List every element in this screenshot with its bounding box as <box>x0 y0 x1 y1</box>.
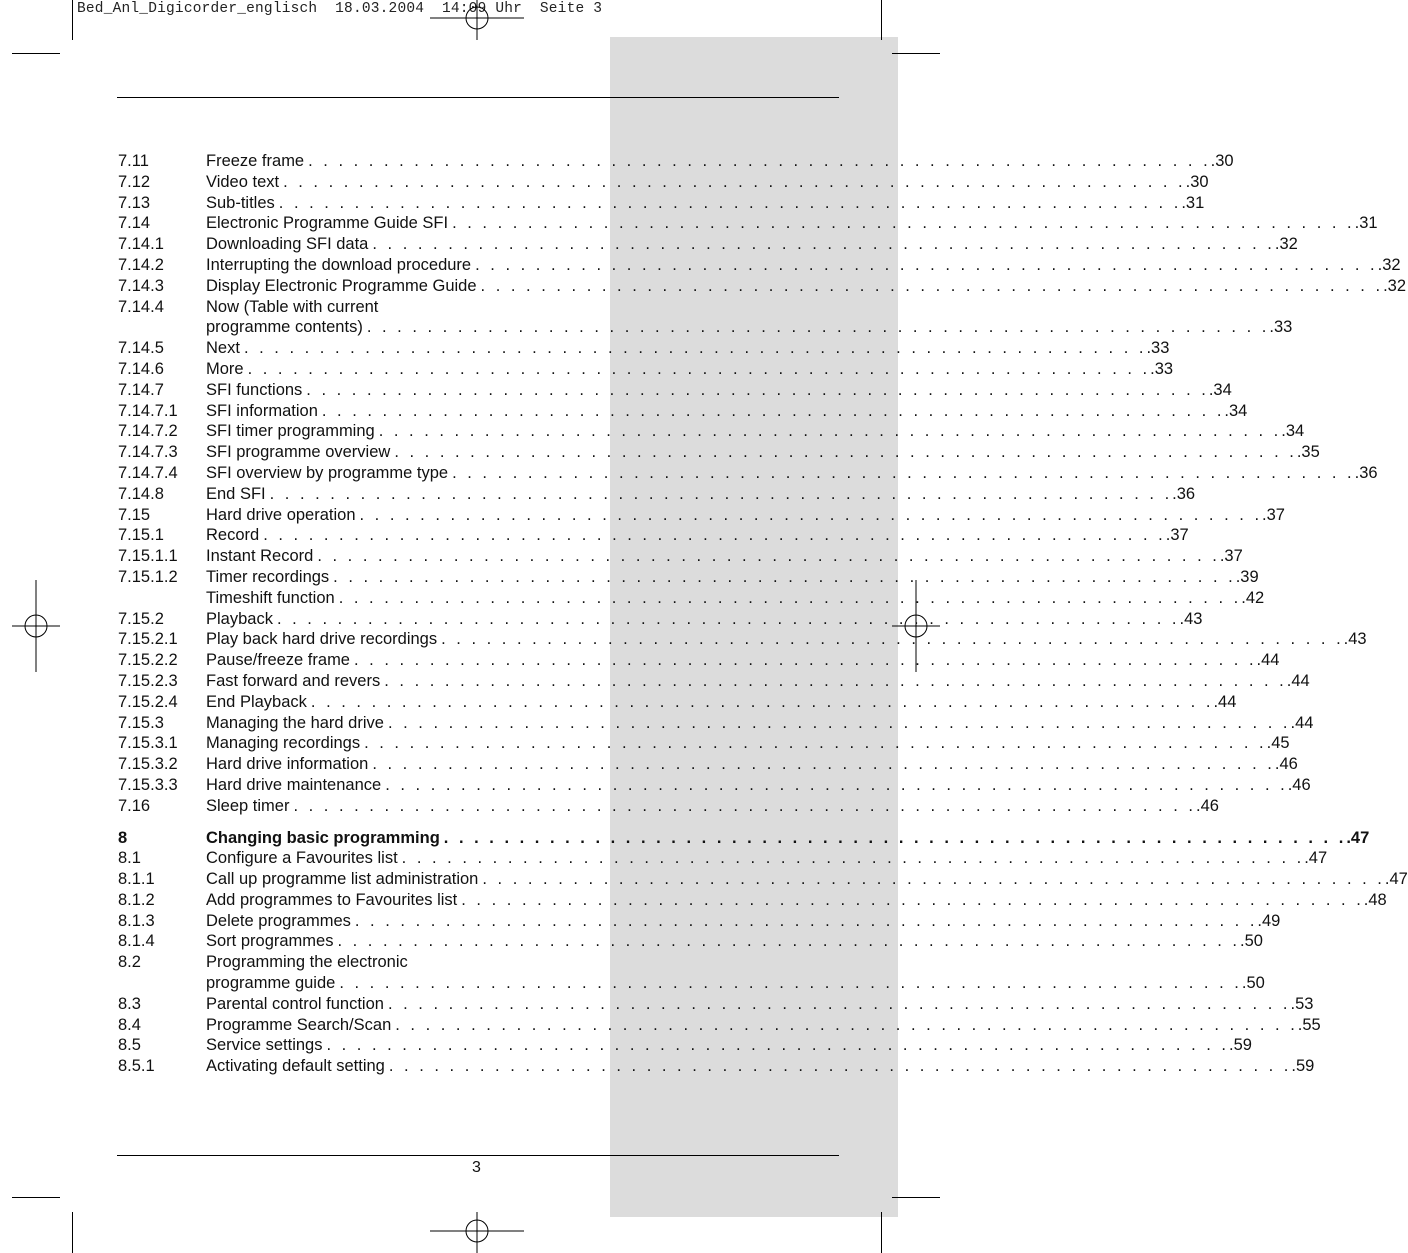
toc-entry-title: Programme Search/Scan <box>206 1015 395 1036</box>
leader-dots: . . . . . . . . . . . . . . . . . . . . . . . . . . . . . . . . . . . . . . . . . . . . . . . . . . . . . . . . . . . . <box>372 755 1275 774</box>
toc-entry-number: 8.1.3 <box>118 911 155 930</box>
toc-entry <box>118 505 1285 526</box>
leader-dots: . . . . . . . . . . . . . . . . . . . . . . . . . . . . . . . . . . . . . . . . . . . . . . . . . . . . . . . . . . . . <box>461 890 1364 909</box>
toc-entry-page: .47 <box>1346 828 1370 847</box>
toc-entry-title: Record <box>206 525 263 546</box>
toc-entry-number: 7.15.1.2 <box>118 567 178 586</box>
toc-entry <box>118 931 1263 952</box>
toc-entry <box>118 255 1401 276</box>
toc-entry <box>118 525 1189 546</box>
toc-entry-page: .32 <box>1274 235 1298 254</box>
leader-dots: . . . . . . . . . . . . . . . . . . . . . . . . . . . . . . . . . . . . . . . . . . . . . . . . . . . . . . . . . . . . <box>293 796 1196 815</box>
toc-entry <box>118 193 1205 214</box>
toc-entry <box>118 234 1298 255</box>
crop-mark <box>12 1197 60 1198</box>
toc-entry-title: Sort programmes <box>206 931 337 952</box>
toc-entry-number: 8.1.4 <box>118 932 155 951</box>
leader-dots: . . . . . . . . . . . . . . . . . . . . . . . . . . . . . . . . . . . . . . . . . . . . . . . . . . . . . . . . . . . . <box>475 255 1378 274</box>
toc-entry-number: 8.1.1 <box>118 870 155 889</box>
toc-entry-title: Fast forward and revers <box>206 671 384 692</box>
toc-entry-number: 7.15.1 <box>118 526 164 545</box>
table-of-contents <box>118 151 1408 1077</box>
toc-entry <box>118 1035 1252 1056</box>
leader-dots: . . . . . . . . . . . . . . . . . . . . . . . . . . . . . . . . . . . . . . . . . . . . . . . . . . . . . . . . . . . . <box>387 994 1291 1013</box>
toc-entry <box>118 297 555 318</box>
leader-dots: . . . . . . . . . . . . . . . . . . . . . . . . . . . . . . . . . . . . . . . . . . . . . . . . . . . . . . . . . . . . <box>441 630 1344 649</box>
toc-entry <box>118 567 1259 588</box>
toc-entry-page: .37 <box>1219 547 1243 566</box>
toc-entry-title: Next <box>206 338 244 359</box>
toc-entry-title: Sleep timer <box>206 796 293 817</box>
toc-entry-title: Parental control function <box>206 994 388 1015</box>
toc-entry-page: .44 <box>1290 713 1314 732</box>
toc-entry-page: .50 <box>1240 932 1263 951</box>
toc-entry-title: Playback <box>206 609 277 630</box>
toc-entry-title: SFI programme overview <box>206 442 394 463</box>
toc-entry-page: .46 <box>1274 755 1298 774</box>
toc-entry-number: 8 <box>118 828 128 847</box>
toc-entry-title: Timeshift function <box>206 588 339 609</box>
toc-entry-number: 7.14.7.4 <box>118 463 178 482</box>
toc-entry <box>118 588 1265 609</box>
toc-entry-page: .34 <box>1224 401 1248 420</box>
toc-entry-title: Downloading SFI data <box>206 234 372 255</box>
leader-dots: . . . . . . . . . . . . . . . . . . . . . . . . . . . . . . . . . . . . . . . . . . . . . . . . . . . . . . . . . . . . <box>401 849 1305 868</box>
toc-entry-number: 7.16 <box>118 796 151 815</box>
toc-entry-title: Hard drive maintenance <box>206 775 385 796</box>
toc-entry-page: .30 <box>1210 152 1234 170</box>
toc-entry-page: .37 <box>1262 505 1285 524</box>
toc-entry <box>118 911 1281 932</box>
toc-entry-number: 7.15.2.3 <box>118 671 178 690</box>
toc-entry <box>118 151 1234 172</box>
toc-entry-page: .34 <box>1208 380 1232 399</box>
toc-entry <box>118 994 1314 1015</box>
toc-entry-number: 7.11 <box>118 152 149 170</box>
toc-entry-page: .44 <box>1256 651 1280 670</box>
leader-dots: . . . . . . . . . . . . . . . . . . . . . . . . . . . . . . . . . . . . . . . . . . . . . . . . . . . . . . . . . . . . <box>283 172 1186 191</box>
leader-dots: . . . . . . . . . . . . . . . . . . . . . . . . . . . . . . . . . . . . . . . . . . . . . . . . . . . . . . . . . . . . <box>310 692 1214 711</box>
toc-entry <box>118 828 1370 849</box>
toc-entry-title: Interrupting the download procedure <box>206 255 475 276</box>
toc-entry <box>118 869 1408 890</box>
toc-entry-title: programme guide <box>206 973 339 994</box>
toc-entry <box>118 276 1406 297</box>
toc-entry-page: .32 <box>1377 255 1401 274</box>
leader-dots: . . . . . . . . . . . . . . . . . . . . . . . . . . . . . . . . . . . . . . . . . . . . . . . . . . . . . . . . . . . . <box>359 505 1263 524</box>
toc-entry-page: .43 <box>1179 609 1203 628</box>
leader-dots: . . . . . . . . . . . . . . . . . . . . . . . . . . . . . . . . . . . . . . . . . . . . . . . . . . . . . . . . . . . . <box>243 339 1147 358</box>
toc-entry-number: 7.14.6 <box>118 359 164 378</box>
leader-dots: . . . . . . . . . . . . . . . . . . . . . . . . . . . . . . . . . . . . . . . . . . . . . . . . . . . . . . . . . . . . <box>321 401 1225 420</box>
toc-entry <box>118 338 1170 359</box>
toc-entry-page: .48 <box>1363 890 1387 909</box>
leader-dots: . . . . . . . . . . . . . . . . . . . . . . . . . . . . . . . . . . . . . . . . . . . . . . . . . . . . . . . . . . . . <box>384 671 1287 690</box>
toc-entry-title: Display Electronic Programme Guide <box>206 276 481 297</box>
toc-entry <box>118 952 555 973</box>
toc-entry-title: Instant Record <box>206 546 317 567</box>
toc-entry <box>118 775 1311 796</box>
toc-entry-number: 7.13 <box>118 193 151 212</box>
leader-dots: . . . . . . . . . . . . . . . . . . . . . . . . . . . . . . . . . . . . . . . . . . . . . . . . . . . . . . . . . . . . <box>308 152 1211 170</box>
leader-dots: . . . . . . . . . . . . . . . . . . . . . . . . . . . . . . . . . . . . . . . . . . . . . . . . . . . . . . . . . . . . <box>387 713 1291 732</box>
toc-entry-page: .34 <box>1281 422 1305 441</box>
toc-entry <box>118 213 1378 234</box>
leader-dots: . . . . . . . . . . . . . . . . . . . . . . . . . . . . . . . . . . . . . . . . . . . . . . . . . . . . . . . . . . . . <box>354 651 1257 670</box>
toc-entry-title: SFI timer programming <box>206 421 379 442</box>
toc-entry <box>118 973 1265 994</box>
toc-entry-number: 7.14.7.3 <box>118 443 178 462</box>
toc-entry-page: .43 <box>1343 630 1367 649</box>
toc-entry-title: Hard drive information <box>206 754 372 775</box>
toc-entry-title: Play back hard drive recordings <box>206 629 441 650</box>
toc-entry-number: 7.15.2.2 <box>118 651 178 670</box>
leader-dots: . . . . . . . . . . . . . . . . . . . . . . . . . . . . . . . . . . . . . . . . . . . . . . . . . . . . . . . . . . . . <box>354 911 1258 930</box>
registration-mark-bottom <box>430 1212 524 1253</box>
leader-dots: . . . . . . . . . . . . . . . . . . . . . . . . . . . . . . . . . . . . . . . . . . . . . . . . . . . . . . . . . . . . <box>326 1036 1229 1055</box>
crop-mark <box>12 53 60 54</box>
toc-entry-page: .42 <box>1241 588 1265 607</box>
leader-dots: . . . . . . . . . . . . . . . . . . . . . . . . . . . . . . . . . . . . . . . . . . . . . . . . . . . . . . . . . . . . <box>247 359 1151 378</box>
toc-entry-number: 7.14.3 <box>118 276 164 295</box>
toc-entry <box>118 609 1203 630</box>
crop-mark <box>892 53 940 54</box>
toc-entry-title: Service settings <box>206 1035 326 1056</box>
toc-entry-title: Managing the hard drive <box>206 713 388 734</box>
toc-entry-page: .31 <box>1354 214 1378 233</box>
toc-entry <box>118 692 1237 713</box>
toc-entry <box>118 380 1232 401</box>
toc-entry-page: .50 <box>1241 974 1265 993</box>
toc-entry-number: 7.14.1 <box>118 235 164 254</box>
toc-entry-page: .44 <box>1213 692 1237 711</box>
toc-entry-number: 7.14.5 <box>118 339 164 358</box>
toc-entry-page: .53 <box>1290 994 1314 1013</box>
leader-dots: . . . . . . . . . . . . . . . . . . . . . . . . . . . . . . . . . . . . . . . . . . . . . . . . . . . . . . . . . . . . <box>385 775 1288 794</box>
toc-entry-title: Programming the electronic <box>206 952 412 973</box>
toc-entry-title: Hard drive operation <box>206 505 360 526</box>
toc-entry <box>118 754 1298 775</box>
toc-entry <box>118 629 1367 650</box>
page-number: 3 <box>472 1159 481 1176</box>
toc-entry-page: .32 <box>1383 276 1406 295</box>
toc-entry-title: SFI functions <box>206 380 306 401</box>
leader-dots: . . . . . . . . . . . . . . . . . . . . . . . . . . . . . . . . . . . . . . . . . . . . . . . . . . . . . . . . . . . . <box>452 463 1355 482</box>
toc-entry-page: .59 <box>1291 1057 1315 1076</box>
toc-entry-page: .59 <box>1229 1036 1252 1055</box>
leader-dots: . . . . . . . . . . . . . . . . . . . . . . . . . . . . . . . . . . . . . . . . . . . . . . . . . . . . . . . . . . . . <box>276 609 1180 628</box>
toc-entry <box>118 359 1174 380</box>
toc-entry-title: Managing recordings <box>206 733 364 754</box>
toc-entry-title: SFI overview by programme type <box>206 463 452 484</box>
toc-entry-number: 7.15.3 <box>118 713 164 732</box>
toc-entry <box>118 1056 1315 1077</box>
toc-entry-number: 7.15 <box>118 505 151 524</box>
toc-entry-title: SFI information <box>206 401 322 422</box>
toc-entry <box>118 1015 1321 1036</box>
toc-entry-number: 7.12 <box>118 172 151 191</box>
toc-entry-page: .30 <box>1185 172 1209 191</box>
toc-entry-number: 7.14.4 <box>118 297 164 316</box>
toc-entry-title: Now (Table with current <box>206 297 382 318</box>
toc-entry-page: .39 <box>1235 567 1259 586</box>
leader-dots: . . . . . . . . . . . . . . . . . . . . . . . . . . . . . . . . . . . . . . . . . . . . . . . . . . . . . . . . . . . . <box>269 484 1173 503</box>
toc-entry-number: 7.14.2 <box>118 255 164 274</box>
toc-entry-page: .33 <box>1269 318 1293 337</box>
crop-mark <box>72 0 73 40</box>
toc-entry <box>118 172 1209 193</box>
toc-entry-title: programme contents) <box>206 317 367 338</box>
footer-rule <box>117 1155 839 1156</box>
toc-entry-number: 8.5 <box>118 1036 141 1055</box>
crop-mark <box>72 1212 73 1253</box>
registration-mark-left <box>12 580 60 672</box>
toc-entry-title: Electronic Programme Guide SFI <box>206 213 452 234</box>
toc-entry-page: .45 <box>1266 734 1290 753</box>
toc-entry <box>118 650 1280 671</box>
toc-entry-number: 7.14 <box>118 214 151 233</box>
leader-dots: . . . . . . . . . . . . . . . . . . . . . . . . . . . . . . . . . . . . . . . . . . . . . . . . . . . . . . . . . . . . <box>306 380 1209 399</box>
toc-entry-title: End SFI <box>206 484 270 505</box>
toc-entry <box>118 463 1378 484</box>
toc-entry-page: .36 <box>1172 484 1196 503</box>
leader-dots: . . . . . . . . . . . . . . . . . . . . . . . . . . . . . . . . . . . . . . . . . . . . . . . . . . . . . . . . . . . . <box>339 974 1242 993</box>
toc-entry-page: .46 <box>1195 796 1219 815</box>
toc-entry-page: .33 <box>1146 339 1170 358</box>
toc-entry <box>118 796 1219 817</box>
toc-entry <box>118 421 1305 442</box>
print-slug: Bed_Anl_Digicorder_englisch 18.03.2004 14:09 Uhr Seite 3 <box>77 1 603 17</box>
toc-entry <box>118 671 1310 692</box>
leader-dots: . . . . . . . . . . . . . . . . . . . . . . . . . . . . . . . . . . . . . . . . . . . . . . . . . . . . . . . . . . . . <box>366 318 1270 337</box>
leader-dots: . . . . . . . . . . . . . . . . . . . . . . . . . . . . . . . . . . . . . . . . . . . . . . . . . . . . . . . . . . . . <box>372 235 1275 254</box>
toc-entry-title: Configure a Favourites list <box>206 848 402 869</box>
toc-entry <box>118 442 1320 463</box>
toc-entry-number: 8.4 <box>118 1015 141 1034</box>
toc-entry-title: Sub-titles <box>206 193 279 214</box>
toc-entry-title: More <box>206 359 248 380</box>
toc-entry-page: .36 <box>1354 463 1378 482</box>
toc-entry-number: 7.15.2.1 <box>118 630 178 649</box>
toc-entry <box>118 733 1290 754</box>
toc-entry-number: 7.15.3.2 <box>118 755 178 774</box>
toc-entry-number: 8.2 <box>118 953 141 972</box>
leader-dots: . . . . . . . . . . . . . . . . . . . . . . . . . . . . . . . . . . . . . . . . . . . . . . . . . . . . . . . . . . . . <box>333 567 1236 586</box>
toc-entry <box>118 484 1196 505</box>
toc-entry-number: 7.15.3.3 <box>118 775 178 794</box>
toc-entry-title: Timer recordings <box>206 567 333 588</box>
toc-entry-number: 8.3 <box>118 994 141 1013</box>
crop-mark <box>881 0 882 40</box>
toc-entry-title: Call up programme list administration <box>206 869 482 890</box>
toc-entry <box>118 848 1328 869</box>
toc-entry-number: 7.14.8 <box>118 484 164 503</box>
toc-entry-number: 7.15.2 <box>118 609 164 628</box>
toc-entry-number: 8.5.1 <box>118 1057 155 1076</box>
leader-dots: . . . . . . . . . . . . . . . . . . . . . . . . . . . . . . . . . . . . . . . . . . . . . . . . . . . . . . . . . . . . <box>482 870 1385 889</box>
registration-mark-top <box>430 0 524 40</box>
toc-entry-title: Activating default setting <box>206 1056 389 1077</box>
leader-dots: . . . . . . . . . . . . . . . . . . . . . . . . . . . . . . . . . . . . . . . . . . . . . . . . . . . . . . . . . . . . <box>443 828 1347 847</box>
toc-entry <box>118 317 1293 338</box>
toc-entry-number: 7.15.3.1 <box>118 734 178 753</box>
toc-entry-title: Video text <box>206 172 283 193</box>
toc-entry-page: .47 <box>1304 849 1328 868</box>
toc-entry <box>118 713 1314 734</box>
leader-dots: . . . . . . . . . . . . . . . . . . . . . . . . . . . . . . . . . . . . . . . . . . . . . . . . . . . . . . . . . . . . <box>480 276 1384 295</box>
toc-entry-number: 7.15.1.1 <box>118 547 178 566</box>
leader-dots: . . . . . . . . . . . . . . . . . . . . . . . . . . . . . . . . . . . . . . . . . . . . . . . . . . . . . . . . . . . . <box>263 526 1166 545</box>
toc-entry-page: .46 <box>1287 775 1311 794</box>
toc-entry-title: Changing basic programming <box>206 828 444 849</box>
leader-dots: . . . . . . . . . . . . . . . . . . . . . . . . . . . . . . . . . . . . . . . . . . . . . . . . . . . . . . . . . . . . <box>278 193 1182 212</box>
toc-entry <box>118 546 1243 567</box>
toc-entry-title: Delete programmes <box>206 911 355 932</box>
leader-dots: . . . . . . . . . . . . . . . . . . . . . . . . . . . . . . . . . . . . . . . . . . . . . . . . . . . . . . . . . . . . <box>317 547 1220 566</box>
toc-entry-page: .31 <box>1181 193 1205 212</box>
toc-entry-page: .33 <box>1150 359 1174 378</box>
toc-entry-number: 7.15.2.4 <box>118 692 178 711</box>
toc-entry-page: .44 <box>1286 671 1310 690</box>
toc-entry <box>118 890 1387 911</box>
toc-entry-page: .49 <box>1257 911 1281 930</box>
toc-entry-number: 8.1 <box>118 849 141 868</box>
header-rule <box>117 97 839 98</box>
leader-dots: . . . . . . . . . . . . . . . . . . . . . . . . . . . . . . . . . . . . . . . . . . . . . . . . . . . . . . . . . . . . <box>364 734 1267 753</box>
toc-entry <box>118 401 1248 422</box>
toc-entry-number: 7.14.7.1 <box>118 401 178 420</box>
toc-entry-title: Add programmes to Favourites list <box>206 890 461 911</box>
crop-mark <box>881 1212 882 1253</box>
leader-dots: . . . . . . . . . . . . . . . . . . . . . . . . . . . . . . . . . . . . . . . . . . . . . . . . . . . . . . . . . . . . <box>338 588 1242 607</box>
leader-dots: . . . . . . . . . . . . . . . . . . . . . . . . . . . . . . . . . . . . . . . . . . . . . . . . . . . . . . . . . . . . <box>388 1057 1292 1076</box>
leader-dots: . . . . . . . . . . . . . . . . . . . . . . . . . . . . . . . . . . . . . . . . . . . . . . . . . . . . . . . . . . . . <box>452 214 1355 233</box>
toc-entry-number: 8.1.2 <box>118 890 155 909</box>
leader-dots: . . . . . . . . . . . . . . . . . . . . . . . . . . . . . . . . . . . . . . . . . . . . . . . . . . . . . . . . . . . . <box>394 443 1297 462</box>
toc-entry-title: Freeze frame <box>206 151 308 172</box>
crop-mark <box>892 1197 940 1198</box>
toc-entry-page: .47 <box>1384 870 1408 889</box>
leader-dots: . . . . . . . . . . . . . . . . . . . . . . . . . . . . . . . . . . . . . . . . . . . . . . . . . . . . . . . . . . . . <box>395 1015 1298 1034</box>
toc-entry-number: 7.14.7 <box>118 380 164 399</box>
toc-entry-title: Pause/freeze frame <box>206 650 354 671</box>
toc-entry-page: .55 <box>1297 1015 1321 1034</box>
leader-dots: . . . . . . . . . . . . . . . . . . . . . . . . . . . . . . . . . . . . . . . . . . . . . . . . . . . . . . . . . . . . <box>337 932 1240 951</box>
toc-entry-number: 7.14.7.2 <box>118 422 178 441</box>
toc-entry-page: .35 <box>1296 443 1320 462</box>
leader-dots: . . . . . . . . . . . . . . . . . . . . . . . . . . . . . . . . . . . . . . . . . . . . . . . . . . . . . . . . . . . . <box>378 422 1282 441</box>
toc-entry-page: .37 <box>1165 526 1189 545</box>
toc-entry-title: End Playback <box>206 692 311 713</box>
